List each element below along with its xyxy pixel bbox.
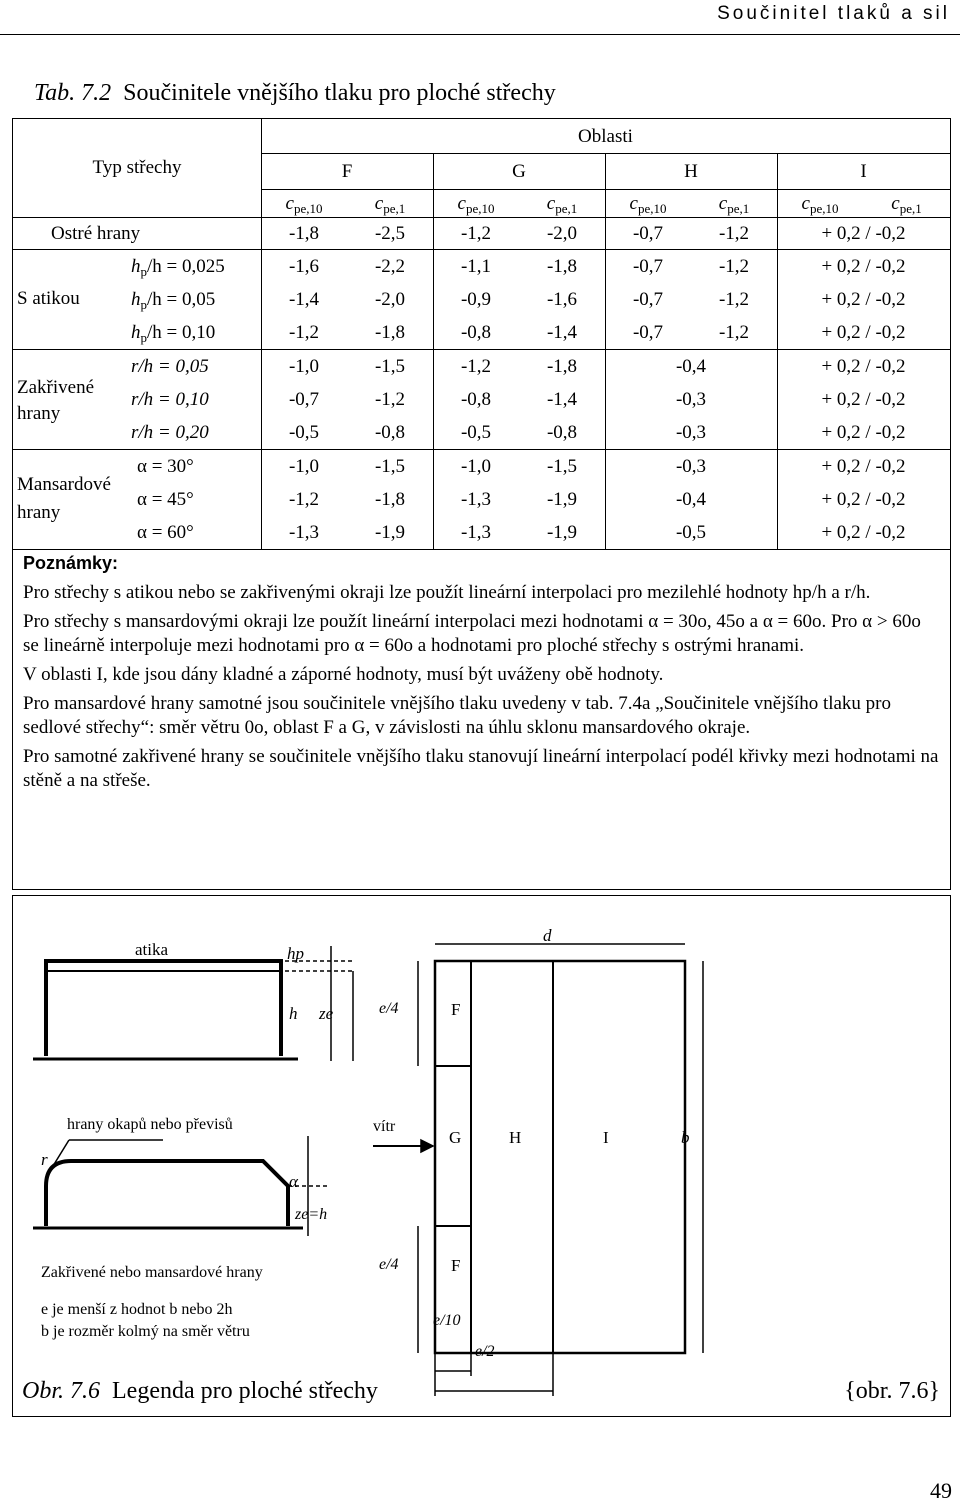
c-symbol: c (718, 193, 728, 214)
figure-title: Legenda pro ploché střechy (112, 1378, 378, 1404)
fig-ze-h-label: ze=h (295, 1206, 328, 1223)
group-atika: S atikou (17, 288, 80, 309)
cell: -1,4 (546, 389, 578, 410)
cell: + 0,2 / -0,2 (821, 322, 906, 343)
header-title: Součinitel tlaků a sil (717, 3, 950, 24)
wind-arrow-head (421, 1140, 433, 1152)
grid-line (13, 217, 950, 218)
table-label: Tab. 7.2 (34, 80, 112, 106)
param-mans-3: α = 60° (137, 522, 194, 543)
cell: -1,6 (546, 289, 578, 310)
head-oblasti: Oblasti (578, 126, 633, 147)
param-atika-3 (131, 322, 215, 346)
fig-b-label: b (681, 1128, 690, 1147)
cell: -1,2 (718, 322, 750, 343)
table-caption (34, 80, 556, 107)
cell: -1,8 (288, 223, 320, 244)
cell: -1,8 (546, 256, 578, 277)
cell: -0,3 (675, 389, 707, 410)
cell: -0,7 (632, 322, 664, 343)
cell: -1,0 (288, 456, 320, 477)
param-h: h (131, 289, 141, 310)
param-sub: p (140, 264, 147, 279)
area-g: G (512, 161, 526, 182)
c-symbol: c (457, 193, 466, 214)
cell: + 0,2 / -0,2 (821, 456, 906, 477)
cell: -2,0 (374, 289, 406, 310)
cell: -1,8 (374, 322, 406, 343)
cell: -1,2 (288, 489, 320, 510)
figure-label: Obr. 7.6 (22, 1378, 101, 1404)
cell: + 0,2 / -0,2 (821, 422, 906, 443)
cell: -1,5 (374, 356, 406, 377)
param-rest: /h = 0,025 (147, 256, 225, 277)
table-box (12, 118, 951, 890)
area-f: F (341, 161, 353, 182)
param-rest: /h = 0,05 (147, 289, 216, 310)
cell: + 0,2 / -0,2 (821, 489, 906, 510)
fig-f2-label: F (451, 1256, 461, 1275)
cpe1-f (347, 193, 433, 217)
cell: -1,3 (460, 522, 492, 543)
cpe-sub: pe,10 (809, 201, 839, 216)
cell: + 0,2 / -0,2 (821, 389, 906, 410)
cell: + 0,2 / -0,2 (821, 522, 906, 543)
fig-i-label: I (603, 1128, 609, 1147)
cell: -1,4 (546, 322, 578, 343)
head-typ: Typ střechy (92, 157, 182, 178)
cell: -1,5 (546, 456, 578, 477)
param-rest: /h = 0,10 (147, 322, 216, 343)
cpe-sub: pe,10 (293, 201, 323, 216)
cell: -1,2 (288, 322, 320, 343)
cell: -0,3 (675, 456, 707, 477)
cell: -1,8 (546, 356, 578, 377)
cell: -0,7 (632, 223, 664, 244)
fig-hrany-label: hrany okapů nebo převisů (67, 1116, 233, 1133)
cpe1-g (519, 193, 605, 217)
cell: + 0,2 / -0,2 (821, 356, 906, 377)
cpe-sub: pe,1 (555, 201, 578, 216)
cell: -0,8 (374, 422, 406, 443)
c-symbol: c (285, 193, 294, 214)
note-2: Pro střechy s mansardovými okraji lze použít lineární interpolaci mezi hodnotami α = 30o, 45o a α = 60o. Pro α > 60o se lineárně interpoluje mezi hodnotami pro α = 60o a hodnotami pro ploché střechy s ostrými hranami. (23, 611, 921, 656)
cpe10-f (261, 193, 347, 217)
cpe-sub: pe,1 (899, 201, 922, 216)
grid-line (13, 349, 950, 350)
cell: -1,9 (374, 522, 406, 543)
cell: -2,2 (374, 256, 406, 277)
page-number: 49 (930, 1478, 952, 1503)
figure-box (12, 895, 951, 1417)
curved-building (46, 1161, 288, 1226)
area-h: H (684, 161, 698, 182)
cell: -1,1 (460, 256, 492, 277)
note-1: Pro střechy s atikou nebo se zakřivenými okraji lze použít lineární interpolaci pro mezilehlé hodnoty hp/h a r/h. (23, 582, 871, 603)
fig-e-note: e je menší z hodnot b nebo 2h (41, 1301, 233, 1318)
notes-block (23, 581, 941, 798)
cell: -1,2 (460, 223, 492, 244)
cpe10-h (605, 193, 691, 217)
fig-zakr-label: Zakřivené nebo mansardové hrany (41, 1264, 263, 1281)
page-header (0, 0, 960, 35)
cell: + 0,2 / -0,2 (821, 223, 906, 244)
param-atika-1 (131, 256, 225, 280)
cpe-sub: pe,10 (637, 201, 667, 216)
cpe-sub: pe,1 (727, 201, 750, 216)
cell: -2,5 (374, 223, 406, 244)
fig-g-label: G (449, 1128, 462, 1147)
cell: -0,7 (632, 256, 664, 277)
c-symbol: c (374, 193, 384, 214)
fig-r-label: r (41, 1150, 48, 1169)
param-h: h (131, 256, 141, 277)
cell: -1,2 (460, 356, 492, 377)
grid-line (13, 449, 950, 450)
cell: -1,0 (460, 456, 492, 477)
c-symbol: c (891, 193, 900, 214)
cell: -0,8 (460, 322, 492, 343)
cell: -1,6 (288, 256, 320, 277)
cpe10-g (433, 193, 519, 217)
notes-heading: Poznámky: (23, 553, 119, 573)
cell: -1,4 (288, 289, 320, 310)
table-title: Součinitele vnějšího tlaku pro ploché střechy (123, 80, 556, 106)
fig-atika-label: atika (135, 940, 169, 959)
group-zakrivene: Zakřivené hrany (17, 377, 95, 424)
fig-d-label: d (543, 926, 552, 945)
cell: -1,5 (374, 456, 406, 477)
cell: -0,3 (675, 422, 707, 443)
param-zakr-1: r/h = 0,05 (131, 356, 209, 377)
param-mans-1: α = 30° (137, 456, 194, 477)
cell: -0,7 (632, 289, 664, 310)
cell: -1,2 (718, 289, 750, 310)
cell: -1,0 (288, 356, 320, 377)
cell: -1,3 (288, 522, 320, 543)
cell: + 0,2 / -0,2 (821, 289, 906, 310)
grid-line (13, 549, 950, 550)
cell: -0,8 (546, 422, 578, 443)
cell: -0,5 (288, 422, 320, 443)
c-symbol: c (801, 193, 810, 214)
param-h: h (131, 322, 141, 343)
cell: -1,3 (460, 489, 492, 510)
area-i: I (860, 161, 867, 182)
note-3: V oblasti I, kde jsou dány kladné a záporné hodnoty, musí být uváženy obě hodnoty. (23, 664, 664, 685)
cpe1-h (691, 193, 777, 217)
figure-caption (22, 1378, 378, 1405)
cell: -0,5 (460, 422, 492, 443)
cell: -0,4 (675, 356, 707, 377)
plan-outline (435, 961, 685, 1353)
cell: + 0,2 / -0,2 (821, 256, 906, 277)
cell: -1,9 (546, 489, 578, 510)
c-symbol: c (629, 193, 638, 214)
fig-h-area-label: H (509, 1128, 522, 1147)
cell: -0,4 (675, 489, 707, 510)
fig-e10-label: e/10 (433, 1312, 461, 1329)
note-5: Pro samotné zakřivené hrany se součinitele vnějšího tlaku stanovují lineární interpolací podél křivky mezi hodnotami na stěně a na střeše. (23, 746, 939, 791)
cell: -2,0 (546, 223, 578, 244)
cell: -0,9 (460, 289, 492, 310)
param-zakr-3: r/h = 0,20 (131, 422, 209, 443)
cpe-sub: pe,1 (383, 201, 406, 216)
cpe-sub: pe,10 (465, 201, 495, 216)
cpe10-i (777, 193, 863, 217)
fig-e2-label: e/2 (475, 1343, 495, 1360)
fig-ze-label: ze (319, 1004, 334, 1023)
fig-e4b-label: e/4 (379, 1256, 399, 1273)
fig-vitr-label: vítr (373, 1118, 396, 1135)
grid-line (13, 249, 950, 250)
cell: -0,8 (460, 389, 492, 410)
fig-e4-label: e/4 (379, 1000, 399, 1017)
param-zakr-2: r/h = 0,10 (131, 389, 209, 410)
param-sub: p (140, 297, 147, 312)
fig-b-note: b je rozměr kolmý na směr větru (41, 1323, 250, 1340)
atika-building (46, 961, 281, 1056)
cell: -0,5 (675, 522, 707, 543)
c-symbol: c (546, 193, 556, 214)
fig-f-label: F (451, 1000, 461, 1019)
cpe1-i (863, 193, 950, 217)
cell: -1,2 (718, 223, 750, 244)
param-sub: p (140, 330, 147, 345)
cell: -1,9 (546, 522, 578, 543)
group-mansard: Mansardové hrany (17, 474, 111, 523)
row-label-ostre: Ostré hrany (51, 223, 141, 244)
fig-alpha-label: α (289, 1172, 298, 1191)
param-mans-2: α = 45° (137, 489, 194, 510)
cell: -1,2 (718, 256, 750, 277)
note-4: Pro mansardové hrany samotné jsou součinitele vnějšího tlaku uvedeny v tab. 7.4a „Součinitele vnějšího tlaku pro sedlové střechy“: směr větru 0o, oblast F a G, v závislosti na úhlu sklonu mansardového okraje. (23, 693, 892, 738)
figure-ref: {obr. 7.6} (844, 1378, 940, 1404)
param-atika-2 (131, 289, 215, 313)
cell: -1,2 (374, 389, 406, 410)
cell: -1,8 (374, 489, 406, 510)
fig-h-label: h (289, 1004, 298, 1023)
fig-hp-label: hp (287, 944, 304, 963)
cell: -0,7 (288, 389, 320, 410)
